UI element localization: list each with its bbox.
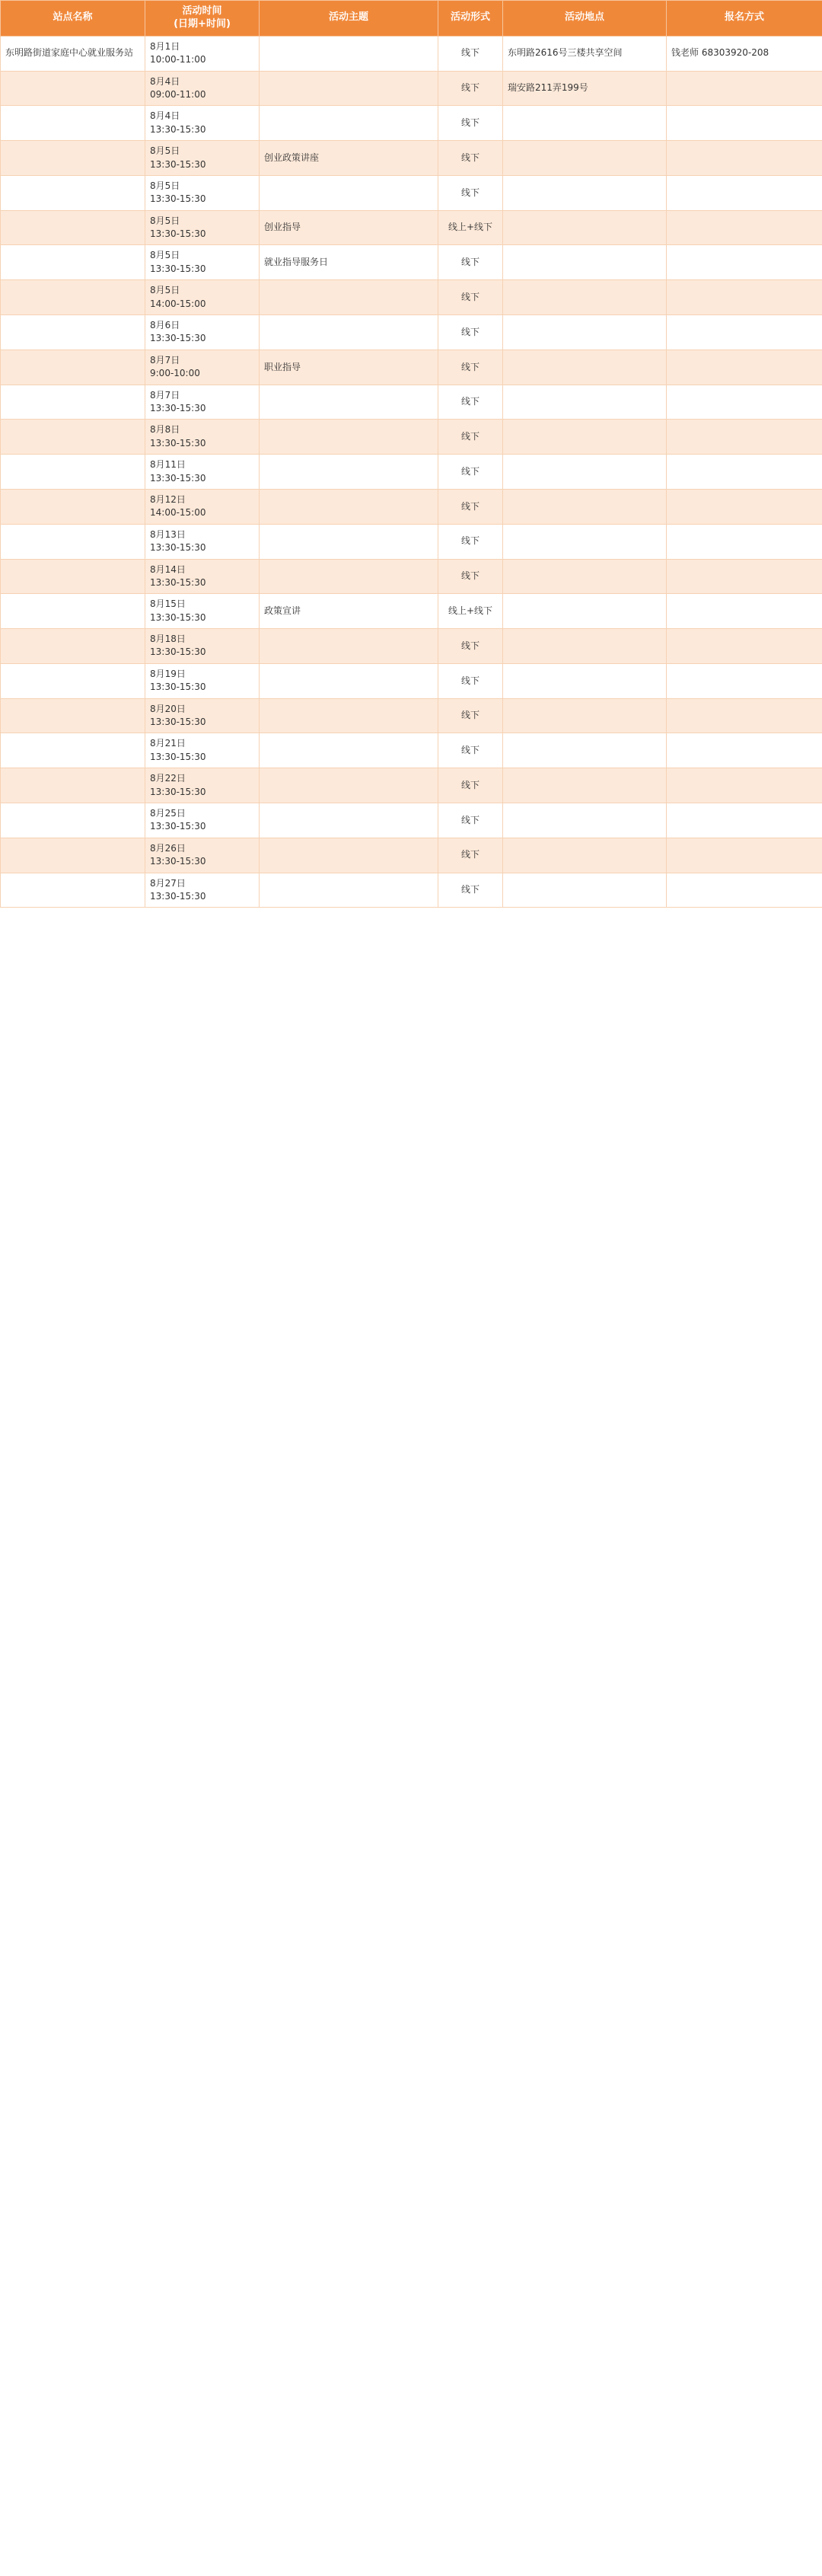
cell-place [503, 489, 667, 524]
cell-theme [260, 768, 438, 803]
cell-time: 8月5日 13:30-15:30 [145, 245, 260, 280]
table-row [1, 210, 822, 245]
cell-place [503, 106, 667, 141]
table-header-row [1, 1, 822, 37]
table-row [1, 524, 822, 559]
cell-signup [667, 803, 822, 838]
table-row [1, 629, 822, 664]
table-row [1, 559, 822, 594]
header-station: 站点名称 [1, 1, 145, 37]
cell-station [1, 768, 145, 803]
table-row [1, 838, 822, 873]
cell-station [1, 629, 145, 664]
cell-form: 线下 [438, 175, 503, 210]
table-row [1, 36, 822, 71]
cell-theme [260, 803, 438, 838]
table-row [1, 280, 822, 315]
cell-theme [260, 663, 438, 698]
cell-signup [667, 663, 822, 698]
cell-station [1, 489, 145, 524]
cell-signup [667, 350, 822, 385]
table-row [1, 873, 822, 908]
cell-time: 8月21日 13:30-15:30 [145, 733, 260, 768]
cell-place [503, 141, 667, 176]
cell-time: 8月26日 13:30-15:30 [145, 838, 260, 873]
cell-form: 线下 [438, 420, 503, 455]
cell-time: 8月19日 13:30-15:30 [145, 663, 260, 698]
cell-time: 8月8日 13:30-15:30 [145, 420, 260, 455]
cell-form: 线下 [438, 803, 503, 838]
cell-theme [260, 280, 438, 315]
cell-theme: 就业指导服务日 [260, 245, 438, 280]
cell-form: 线下 [438, 629, 503, 664]
cell-station [1, 141, 145, 176]
cell-time: 8月5日 14:00-15:00 [145, 280, 260, 315]
header-theme: 活动主题 [260, 1, 438, 37]
cell-signup [667, 210, 822, 245]
cell-theme [260, 524, 438, 559]
cell-theme [260, 420, 438, 455]
cell-theme [260, 838, 438, 873]
table-row [1, 489, 822, 524]
cell-station [1, 175, 145, 210]
cell-form: 线下 [438, 350, 503, 385]
cell-station [1, 594, 145, 629]
cell-place [503, 559, 667, 594]
cell-time: 8月22日 13:30-15:30 [145, 768, 260, 803]
cell-place [503, 594, 667, 629]
cell-station [1, 315, 145, 350]
cell-station: 东明路街道家庭中心就业服务站 [1, 36, 145, 71]
cell-form: 线下 [438, 838, 503, 873]
cell-signup [667, 175, 822, 210]
cell-station [1, 698, 145, 733]
cell-signup [667, 768, 822, 803]
cell-place: 瑞安路211弄199号 [503, 71, 667, 106]
cell-form: 线下 [438, 524, 503, 559]
cell-theme: 创业指导 [260, 210, 438, 245]
cell-place [503, 873, 667, 908]
cell-time: 8月5日 13:30-15:30 [145, 141, 260, 176]
table-row [1, 385, 822, 420]
header-signup: 报名方式 [667, 1, 822, 37]
cell-place [503, 698, 667, 733]
cell-form: 线下 [438, 733, 503, 768]
cell-station [1, 559, 145, 594]
cell-theme: 政策宣讲 [260, 594, 438, 629]
cell-theme [260, 559, 438, 594]
cell-signup [667, 455, 822, 490]
cell-time: 8月1日 10:00-11:00 [145, 36, 260, 71]
header-place: 活动地点 [503, 1, 667, 37]
cell-place: 东明路2616号三楼共享空间 [503, 36, 667, 71]
cell-station [1, 873, 145, 908]
cell-form: 线下 [438, 873, 503, 908]
cell-time: 8月12日 14:00-15:00 [145, 489, 260, 524]
cell-form: 线上+线下 [438, 210, 503, 245]
cell-station [1, 280, 145, 315]
cell-station [1, 210, 145, 245]
cell-place [503, 420, 667, 455]
cell-form: 线下 [438, 768, 503, 803]
cell-signup [667, 838, 822, 873]
cell-theme [260, 489, 438, 524]
cell-place [503, 524, 667, 559]
cell-place [503, 175, 667, 210]
table-row [1, 698, 822, 733]
table-row [1, 455, 822, 490]
cell-station [1, 803, 145, 838]
table-row [1, 245, 822, 280]
cell-signup [667, 594, 822, 629]
cell-time: 8月4日 13:30-15:30 [145, 106, 260, 141]
cell-time: 8月13日 13:30-15:30 [145, 524, 260, 559]
cell-form: 线下 [438, 36, 503, 71]
table-row [1, 315, 822, 350]
cell-form: 线下 [438, 489, 503, 524]
cell-theme [260, 455, 438, 490]
header-time: 活动时间 (日期+时间) [145, 1, 260, 37]
cell-place [503, 210, 667, 245]
cell-time: 8月4日 09:00-11:00 [145, 71, 260, 106]
cell-theme: 职业指导 [260, 350, 438, 385]
cell-signup [667, 559, 822, 594]
cell-time: 8月7日 13:30-15:30 [145, 385, 260, 420]
header-form: 活动形式 [438, 1, 503, 37]
cell-place [503, 838, 667, 873]
cell-signup [667, 71, 822, 106]
cell-station [1, 71, 145, 106]
cell-station [1, 663, 145, 698]
cell-station [1, 350, 145, 385]
cell-form: 线下 [438, 698, 503, 733]
cell-theme [260, 175, 438, 210]
cell-place [503, 663, 667, 698]
cell-form: 线下 [438, 455, 503, 490]
cell-place [503, 455, 667, 490]
cell-form: 线下 [438, 280, 503, 315]
cell-form: 线下 [438, 141, 503, 176]
cell-time: 8月27日 13:30-15:30 [145, 873, 260, 908]
cell-theme [260, 36, 438, 71]
cell-station [1, 524, 145, 559]
cell-theme [260, 106, 438, 141]
cell-station [1, 455, 145, 490]
cell-signup [667, 873, 822, 908]
table-row [1, 71, 822, 106]
cell-place [503, 350, 667, 385]
cell-signup [667, 420, 822, 455]
cell-form: 线下 [438, 315, 503, 350]
cell-signup [667, 245, 822, 280]
cell-place [503, 768, 667, 803]
cell-signup [667, 733, 822, 768]
cell-form: 线下 [438, 71, 503, 106]
activity-schedule-table [0, 0, 822, 908]
cell-theme [260, 698, 438, 733]
cell-form: 线下 [438, 663, 503, 698]
table-row [1, 663, 822, 698]
cell-signup [667, 489, 822, 524]
cell-signup [667, 106, 822, 141]
cell-time: 8月25日 13:30-15:30 [145, 803, 260, 838]
cell-time: 8月14日 13:30-15:30 [145, 559, 260, 594]
cell-theme [260, 385, 438, 420]
table-row [1, 350, 822, 385]
cell-signup [667, 315, 822, 350]
cell-theme: 创业政策讲座 [260, 141, 438, 176]
table-row [1, 803, 822, 838]
cell-theme [260, 629, 438, 664]
cell-signup [667, 524, 822, 559]
cell-theme [260, 873, 438, 908]
cell-place [503, 733, 667, 768]
cell-station [1, 420, 145, 455]
table-row [1, 594, 822, 629]
cell-time: 8月20日 13:30-15:30 [145, 698, 260, 733]
cell-signup [667, 629, 822, 664]
table-row [1, 420, 822, 455]
cell-theme [260, 733, 438, 768]
cell-time: 8月5日 13:30-15:30 [145, 175, 260, 210]
cell-time: 8月6日 13:30-15:30 [145, 315, 260, 350]
cell-theme [260, 315, 438, 350]
cell-station [1, 245, 145, 280]
cell-theme [260, 71, 438, 106]
cell-station [1, 838, 145, 873]
cell-place [503, 629, 667, 664]
table-row [1, 175, 822, 210]
cell-time: 8月5日 13:30-15:30 [145, 210, 260, 245]
cell-signup [667, 280, 822, 315]
table-row [1, 733, 822, 768]
cell-time: 8月15日 13:30-15:30 [145, 594, 260, 629]
cell-time: 8月11日 13:30-15:30 [145, 455, 260, 490]
cell-time: 8月7日 9:00-10:00 [145, 350, 260, 385]
cell-place [503, 803, 667, 838]
cell-form: 线上+线下 [438, 594, 503, 629]
cell-time: 8月18日 13:30-15:30 [145, 629, 260, 664]
cell-place [503, 315, 667, 350]
cell-station [1, 733, 145, 768]
cell-form: 线下 [438, 106, 503, 141]
cell-form: 线下 [438, 559, 503, 594]
cell-signup [667, 141, 822, 176]
cell-form: 线下 [438, 245, 503, 280]
cell-place [503, 245, 667, 280]
table-row [1, 141, 822, 176]
table-row [1, 768, 822, 803]
cell-station [1, 385, 145, 420]
cell-signup: 钱老师 68303920-208 [667, 36, 822, 71]
cell-signup [667, 698, 822, 733]
cell-place [503, 280, 667, 315]
cell-signup [667, 385, 822, 420]
cell-form: 线下 [438, 385, 503, 420]
cell-station [1, 106, 145, 141]
table-row [1, 106, 822, 141]
cell-place [503, 385, 667, 420]
